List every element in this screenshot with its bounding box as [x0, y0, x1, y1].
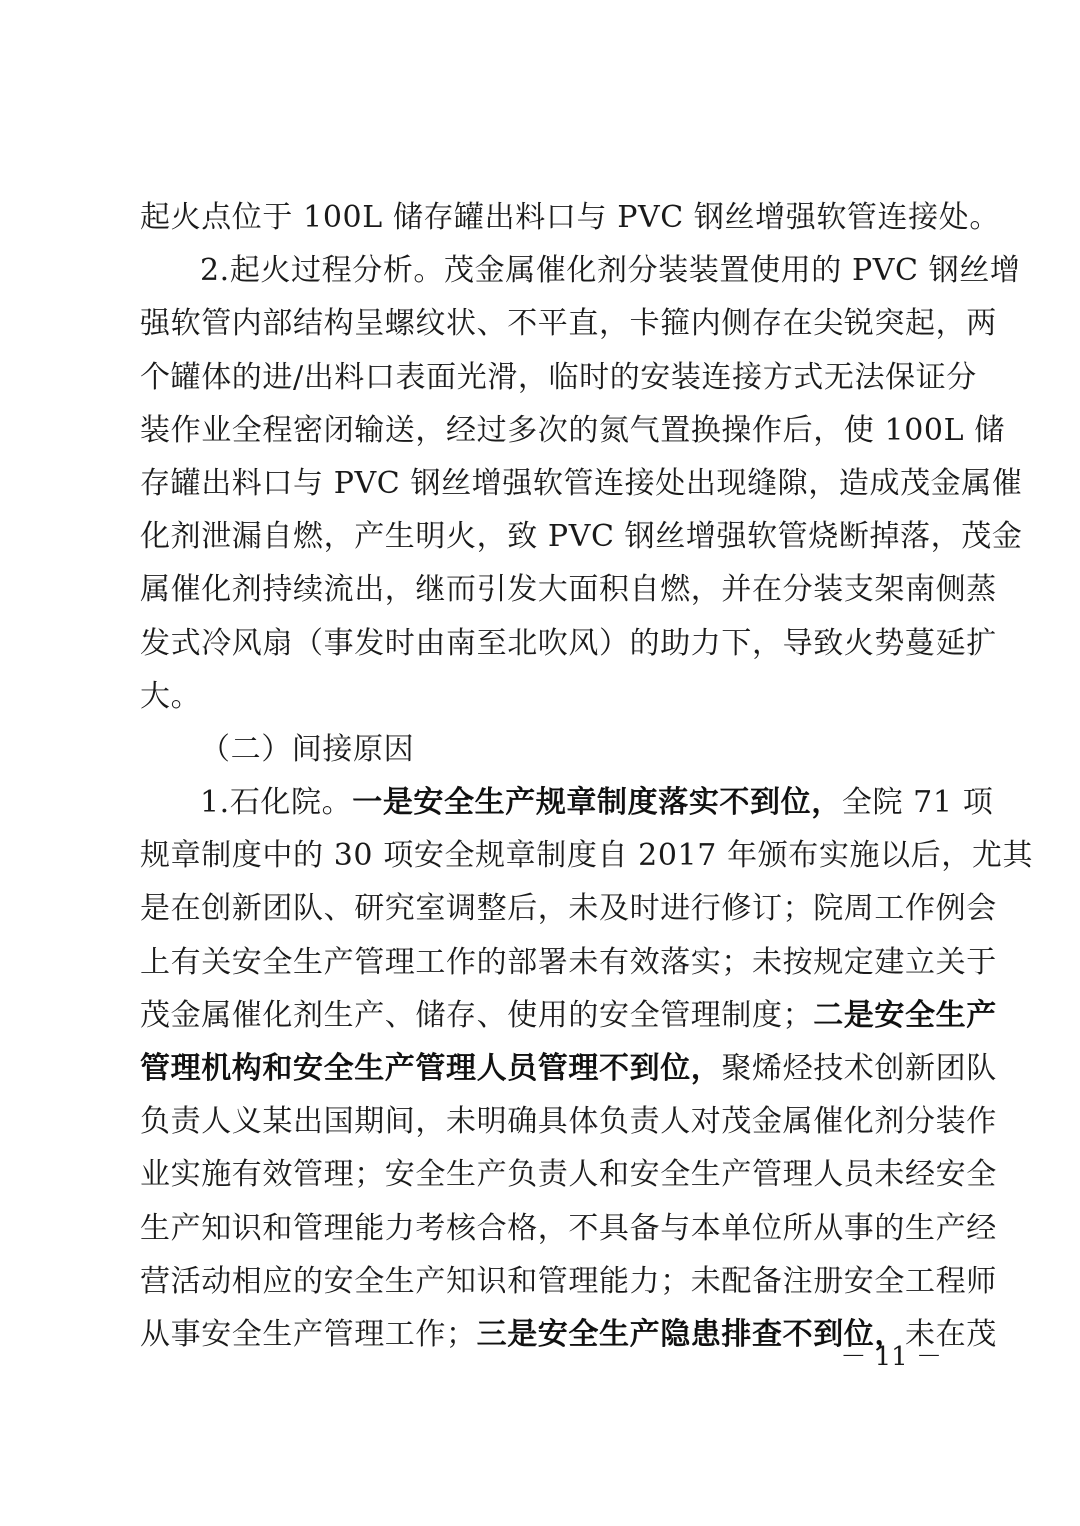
text-line: [140, 1308, 997, 1361]
section-heading: （二）间接原因: [200, 731, 415, 767]
text-line: 业实施有效管理；安全生产负责人和安全生产管理人员未经安全: [140, 1157, 997, 1193]
text-line: 个罐体的进/出料口表面光滑，临时的安装连接方式无法保证分: [140, 359, 977, 395]
text-line: 起火点位于 100L 储存罐出料口与 PVC 钢丝增强软管连接处。: [140, 200, 1000, 235]
text-line: 2.起火过程分析。茂金属催化剂分装装置使用的 PVC 钢丝增: [200, 253, 1021, 289]
emphasis-run: 三是安全生产隐患排查不到位，: [476, 1316, 906, 1352]
text-line: 发式冷风扇（事发时由南至北吹风）的助力下，导致火势蔓延扩: [140, 625, 997, 661]
text-line: [140, 1042, 997, 1095]
emphasis-run: 一是安全生产规章制度落实不到位，: [352, 785, 842, 821]
text-line: [140, 989, 997, 1042]
text-line: 是在创新团队、研究室调整后，未及时进行修订；院周工作例会: [140, 891, 997, 927]
text-line: 上有关安全生产管理工作的部署未有效落实；未按规定建立关于: [140, 944, 997, 980]
text-run: 聚烯烃技术创新团队: [721, 1051, 997, 1086]
text-line: 化剂泄漏自燃，产生明火，致 PVC 钢丝增强软管烧断掉落，茂金: [140, 519, 1023, 555]
text-run: 未在茂: [905, 1316, 997, 1352]
text-run: 全院 71 项: [841, 785, 994, 821]
page-number: － 11 －: [840, 1342, 942, 1372]
body-text: [140, 191, 1034, 1361]
text-line: 存罐出料口与 PVC 钢丝增强软管连接处出现缝隙，造成茂金属催: [140, 465, 1023, 501]
emphasis-run: 二是安全生产: [813, 997, 997, 1033]
text-line: 营活动相应的安全生产知识和管理能力；未配备注册安全工程师: [140, 1263, 997, 1299]
text-run: 1.石化院。: [200, 785, 353, 821]
text-line: 规章制度中的 30 项安全规章制度自 2017 年颁布实施以后，尤其: [140, 838, 1034, 874]
text-line: 大。: [140, 678, 202, 714]
text-run: 茂金属催化剂生产、储存、使用的安全管理制度；: [140, 997, 814, 1033]
text-run: 从事安全生产管理工作；: [140, 1316, 477, 1352]
text-line: 生产知识和管理能力考核合格，不具备与本单位所从事的生产经: [140, 1210, 997, 1246]
text-line: 强软管内部结构呈螺纹状、不平直，卡箍内侧存在尖锐突起，两: [140, 306, 997, 342]
text-line: [140, 776, 994, 829]
text-line: 负责人义某出国期间，未明确具体负责人对茂金属催化剂分装作: [140, 1104, 997, 1140]
text-line: 属催化剂持续流出，继而引发大面积自燃，并在分装支架南侧蒸: [140, 572, 997, 608]
text-line: 装作业全程密闭输送，经过多次的氮气置换操作后，使 100L 储: [140, 412, 1005, 448]
emphasis-run: 管理机构和安全生产管理人员管理不到位，: [140, 1051, 722, 1086]
